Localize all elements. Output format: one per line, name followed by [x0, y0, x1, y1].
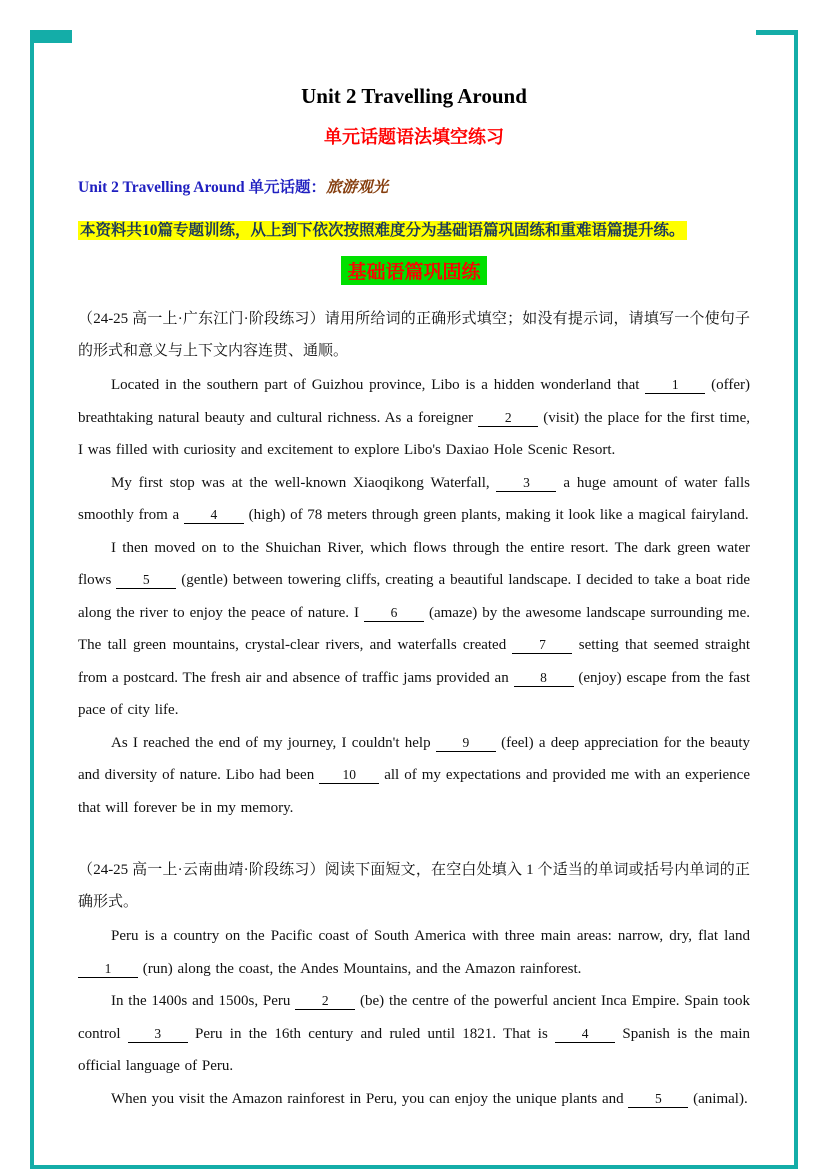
document-content — [78, 84, 750, 1145]
passage-paragraph: When you visit the Amazon rainforest in Peru, you can enjoy the unique plants and 5 (animal). — [111, 1090, 748, 1107]
fill-blank-5[interactable]: 5 — [116, 572, 176, 589]
fill-blank-7[interactable]: 7 — [512, 637, 572, 654]
passage-paragraph: Located in the southern part of Guizhou province, Libo is a hidden wonderland that 1 (offer) breathtaking natural beauty and cultural richness. As a foreigner 2 (visit) the place for the first time, I was filled with curiosity and excitement to explore Libo's Daxiao Hole Scenic Resort. — [78, 377, 750, 459]
fill-blank-2[interactable]: 2 — [295, 993, 355, 1010]
fill-blank-3[interactable]: 3 — [496, 475, 556, 492]
unit-topic-heading-en: Unit 2 Travelling Around — [78, 179, 249, 196]
notice-line — [78, 219, 750, 242]
page-border-bottom — [30, 1165, 798, 1169]
unit-topic-heading-label: 单元话题： — [248, 179, 327, 196]
notice-highlighted-text: 本资料共10篇专题训练，从上到下依次按照难度分为基础语篇巩固练和重难语篇提升练。 — [80, 222, 685, 239]
fill-blank-6[interactable]: 6 — [364, 605, 424, 622]
exercises — [78, 303, 750, 1115]
document-title: Unit 2 Travelling Around — [301, 84, 527, 108]
document-subtitle: 单元话题语法填空练习 — [324, 127, 504, 147]
section-heading-text: 基础语篇巩固练 — [341, 256, 486, 285]
fill-blank-1[interactable]: 1 — [645, 377, 705, 394]
fill-blank-4[interactable]: 4 — [184, 507, 244, 524]
fill-blank-3[interactable]: 3 — [128, 1026, 188, 1043]
unit-topic-heading-topic: 旅游观光 — [326, 179, 389, 196]
fill-blank-2[interactable]: 2 — [478, 410, 538, 427]
exercise-2 — [78, 854, 750, 1115]
fill-blank-1[interactable]: 1 — [78, 961, 138, 978]
passage-paragraph: Peru is a country on the Pacific coast of South America with three main areas: narrow, dry, flat land 1 (run) along the coast, the Andes Mountains, and the Amazon rainforest. — [78, 920, 750, 985]
fill-blank-9[interactable]: 9 — [436, 735, 496, 752]
fill-blank-10[interactable]: 10 — [319, 767, 379, 784]
page-border-corner-top-right — [756, 30, 798, 35]
unit-topic-heading — [78, 175, 750, 197]
exercise-2-instructions: （24-25 高一上·云南曲靖·阶段练习）阅读下面短文，在空白处填入 1 个适当的单词或括号内单词的正确形式。 — [78, 862, 750, 911]
page-border-right — [794, 30, 798, 1169]
exercise-1-instructions: （24-25 高一上·广东江门·阶段练习）请用所给词的正确形式填空；如没有提示词，请填写一个使句子的形式和意义与上下文内容连贯、通顺。 — [78, 311, 750, 360]
page-border-left — [30, 30, 34, 1169]
section-heading — [78, 256, 750, 285]
fill-blank-5[interactable]: 5 — [628, 1091, 688, 1108]
passage-paragraph: I then moved on to the Shuichan River, which flows through the entire resort. The dark green water flows 5 (gentle) between towering cliffs, creating a beautiful landscape. I decided to take a boat ride along the river to enjoy the peace of nature. I 6 (amaze) by the awesome landscape surrounding me. The tall green mountains, crystal-clear rivers, and waterfalls created 7 setting that seemed straight from a postcard. The fresh air and absence of traffic jams provided an 8 (enjoy) escape from the fast pace of city life. — [78, 539, 750, 719]
passage-paragraph: In the 1400s and 1500s, Peru 2 (be) the centre of the powerful ancient Inca Empire. Spain took control 3 Peru in the 16th century and ruled until 1821. That is 4 Spanish is the main official language of Peru. — [78, 993, 750, 1075]
exercise-1 — [78, 303, 750, 824]
passage-paragraph: As I reached the end of my journey, I couldn't help 9 (feel) a deep appreciation for the beauty and diversity of nature. Libo had been 10 all of my expectations and provided me with an experience that will forever be in my memory. — [78, 734, 750, 816]
fill-blank-4[interactable]: 4 — [555, 1026, 615, 1043]
page-border-corner-top-left — [30, 30, 72, 43]
fill-blank-8[interactable]: 8 — [514, 670, 574, 687]
passage-paragraph: My first stop was at the well-known Xiaoqikong Waterfall, 3 a huge amount of water falls smoothly from a 4 (high) of 78 meters through green plants, making it look like a magical fairyland. — [78, 474, 750, 524]
